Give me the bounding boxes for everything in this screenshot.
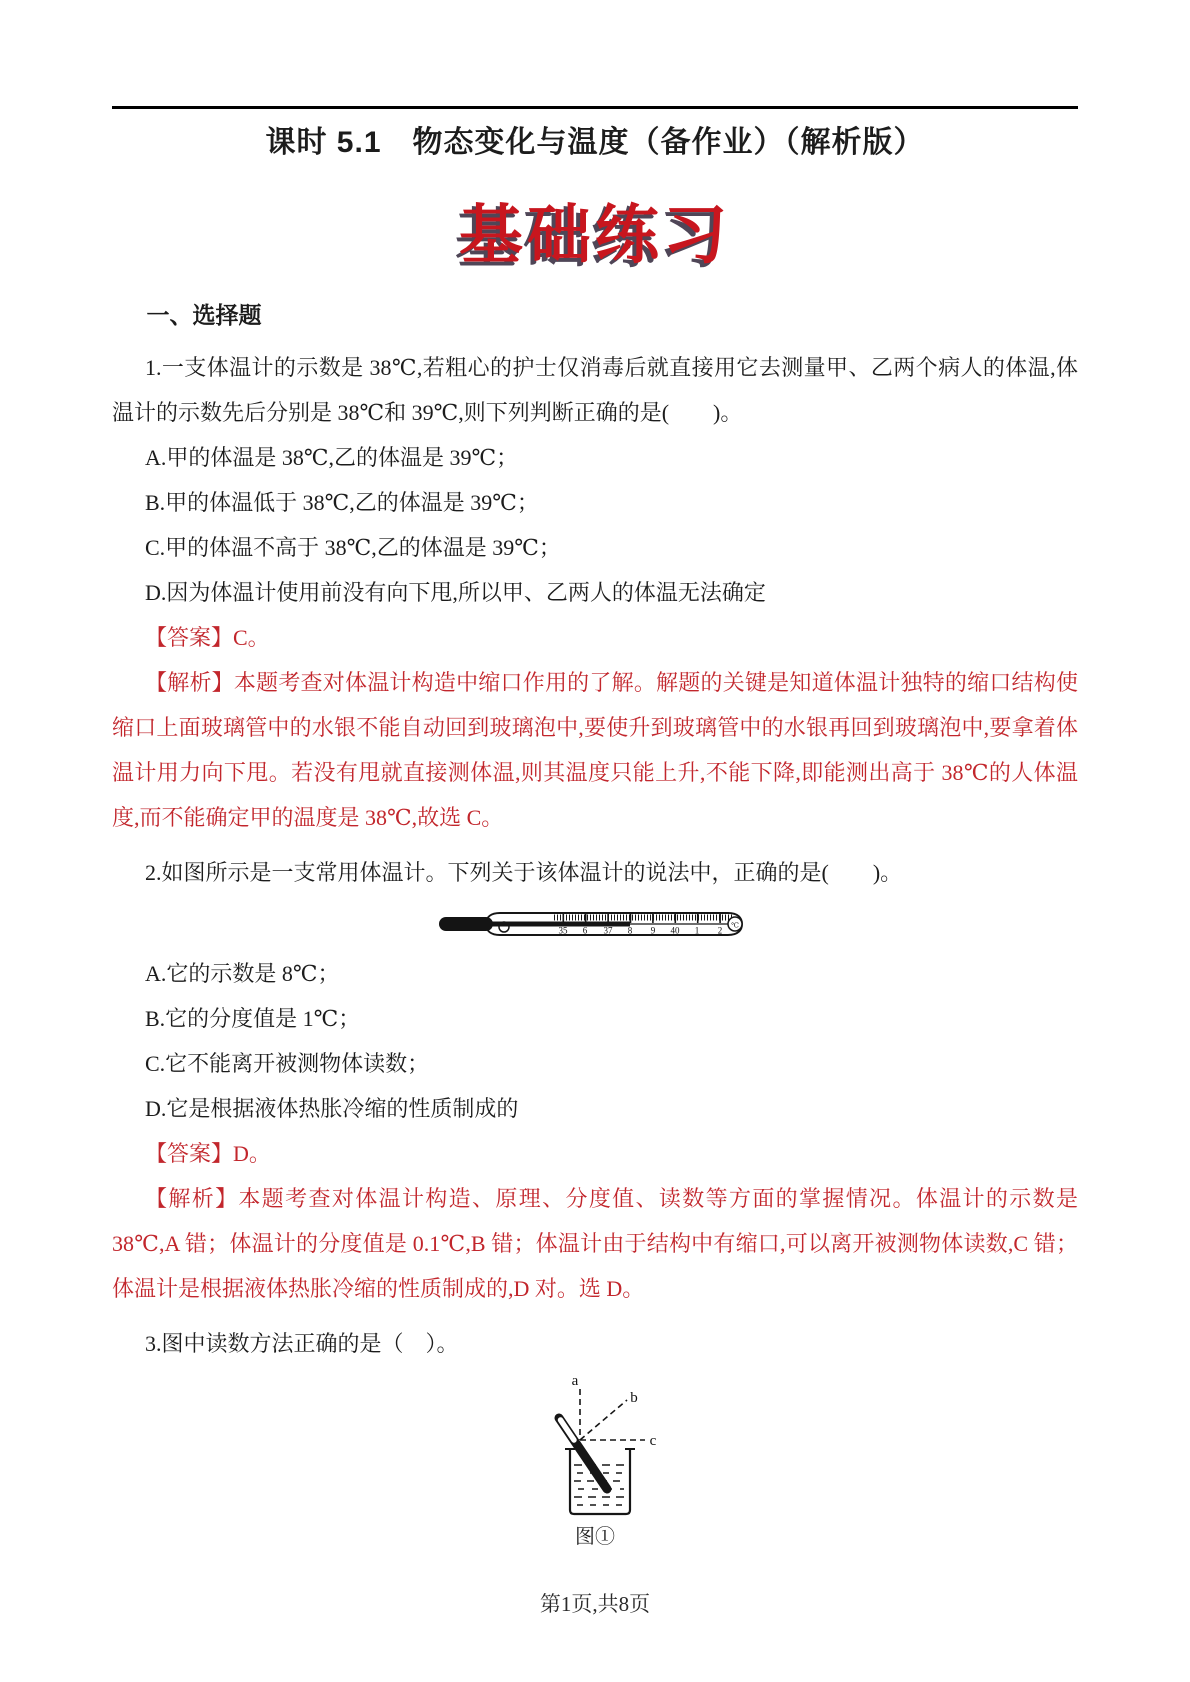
q1-analysis: 【解析】本题考查对体温计构造中缩口作用的了解。解题的关键是知道体温计独特的缩口结构使缩口上面玻璃管中的水银不能自动回到玻璃泡中,要使升到玻璃管中的水银再回到玻璃泡中,要拿着体温计用力向下甩。若没有甩就直接测体温,则其温度只能上升,不能下降,即能测出高于 38℃的人体温度,而不能确定甲的温度是 38℃,故选 C。	[112, 670, 1078, 830]
q1-option-a: A.甲的体温是 38℃,乙的体温是 39℃；	[145, 445, 519, 470]
reading-method-figure	[112, 1372, 1078, 1550]
thermometer-drawing	[436, 901, 754, 949]
q1-option-d: D.因为体温计使用前没有向下甩,所以甲、乙两人的体温无法确定	[145, 580, 766, 605]
q2-option-a: A.它的示数是 8℃；	[145, 961, 340, 986]
thermometer-figure	[112, 901, 1078, 949]
q1-answer: 【答案】C。	[145, 625, 270, 650]
svg-text:2: 2	[717, 925, 723, 936]
figure-caption: 图①	[575, 1526, 615, 1548]
q2-stem: 2.如图所示是一支常用体温计。下列关于该体温计的说法中，正确的是( )。	[145, 860, 903, 885]
q2-option-c: C.它不能离开被测物体读数；	[145, 1051, 430, 1076]
page-content	[0, 106, 1190, 1550]
section-banner: 基础练习	[459, 200, 731, 271]
doc-title: 课时 5.1 物态变化与温度（备作业）（解析版）	[265, 126, 925, 159]
svg-text:37: 37	[603, 925, 613, 936]
svg-text:8: 8	[627, 925, 633, 936]
q2-option-d: D.它是根据液体热胀冷缩的性质制成的	[145, 1096, 519, 1121]
q1-option-c: C.甲的体温不高于 38℃,乙的体温是 39℃；	[145, 535, 561, 560]
page-footer: 第1页,共8页	[539, 1592, 651, 1616]
svg-text:a: a	[571, 1373, 579, 1389]
section-heading: 一、选择题	[146, 302, 262, 328]
svg-text:c: c	[649, 1433, 657, 1449]
svg-text:b: b	[630, 1390, 638, 1406]
reading-method-drawing	[485, 1372, 705, 1524]
svg-text:35: 35	[558, 925, 568, 936]
q3-stem: 3.图中读数方法正确的是（ ）。	[145, 1331, 459, 1356]
svg-text:1: 1	[694, 925, 700, 936]
svg-text:6: 6	[582, 925, 588, 936]
q1-option-b: B.甲的体温低于 38℃,乙的体温是 39℃；	[145, 490, 539, 515]
thermometer-bulb	[439, 917, 493, 931]
q2-answer: 【答案】D。	[145, 1141, 271, 1166]
svg-text:9: 9	[650, 925, 656, 936]
svg-text:40: 40	[670, 925, 680, 936]
header-rule	[112, 106, 1078, 109]
celsius-unit: ℃	[731, 921, 739, 930]
q2-analysis: 【解析】本题考查对体温计构造、原理、分度值、读数等方面的掌握情况。体温计的示数是 38℃,A 错；体温计的分度值是 0.1℃,B 错；体温计由于结构中有缩口,可以离开被测物体读数,C 错；体温计是根据液体热胀冷缩的性质制成的,D 对。选 D。	[112, 1186, 1078, 1301]
q1-stem: 1.一支体温计的示数是 38℃,若粗心的护士仅消毒后就直接用它去测量甲、乙两个病人的体温,体温计的示数先后分别是 38℃和 39℃,则下列判断正确的是( )。	[112, 355, 1078, 425]
q2-option-b: B.它的分度值是 1℃；	[145, 1006, 361, 1031]
